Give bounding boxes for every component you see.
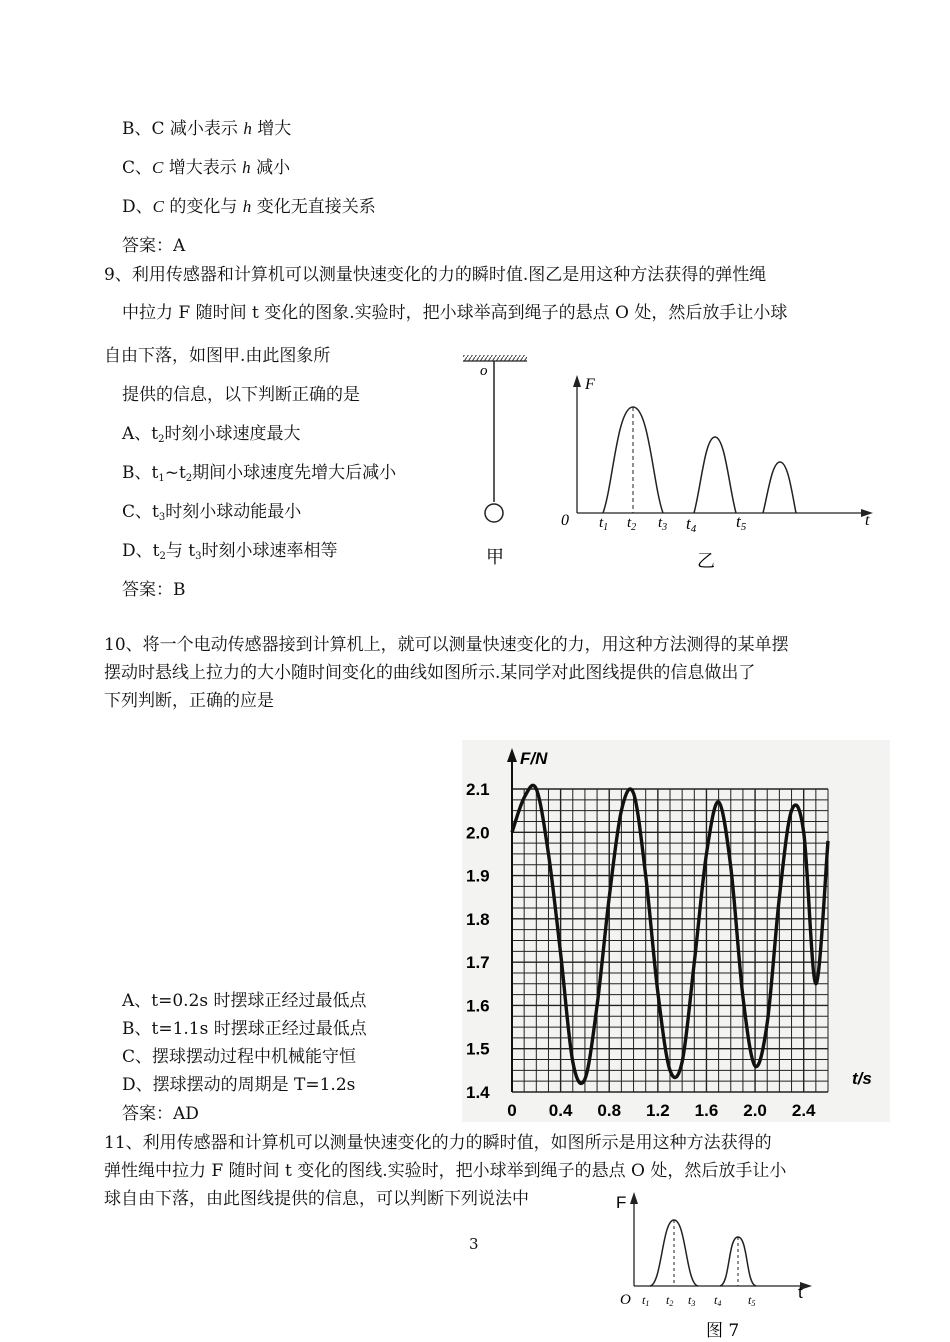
q9-option-c: C、$t_3$时刻小球动能最小 [122, 502, 302, 523]
y-tick-label: 1.6 [466, 996, 490, 1016]
y-tick-label: 1.8 [466, 909, 490, 929]
fig7-tick-t1: t1 [642, 1293, 650, 1308]
q8-option-d: D、C 的变化与 h 变化无直接关系 [122, 197, 376, 217]
x-tick-label: 0.8 [597, 1101, 622, 1120]
q10-force-time-chart [462, 740, 890, 1122]
q9-answer: 答案：B [122, 580, 186, 600]
fig7-tick-t3: t3 [688, 1293, 696, 1308]
x-tick-label: 2.4 [791, 1101, 816, 1120]
q11-stem-line3: 球自由下落，由此图线提供的信息，可以判断下列说法中 [104, 1189, 529, 1209]
ceiling-hatch [463, 355, 527, 361]
figure-yi-caption: 乙 [697, 551, 715, 572]
y-tick-label: 1.4 [466, 1083, 490, 1102]
x-tick-label: 0.4 [548, 1101, 573, 1120]
q10-option-b: B、t=1.1s 时摆球正经过最低点 [122, 1019, 367, 1039]
chart-x-label: t/s [852, 1069, 872, 1088]
fig7-tick-t4: t4 [714, 1293, 722, 1308]
tick-t1: $t_1$ [599, 515, 609, 533]
x-axis-label: t [865, 512, 870, 529]
q9-option-a: A、$t_2$时刻小球速度最大 [122, 424, 301, 445]
q8-option-c: C、C 增大表示 h 减小 [122, 158, 291, 178]
fig7-caption: 图 7 [706, 1321, 740, 1338]
y-tick-label: 2.1 [466, 780, 490, 799]
fig7-origin: O [620, 1292, 631, 1308]
q9-option-d: D、$t_2$与 $t_3$时刻小球速率相等 [122, 541, 338, 562]
x-tick-label: 1.6 [694, 1101, 719, 1120]
tick-t3: $t_3$ [658, 515, 668, 533]
fig7-tick-t5: t5 [748, 1293, 756, 1308]
page-number: 3 [469, 1235, 479, 1253]
q10-stem-line3: 下列判断，正确的应是 [104, 691, 274, 711]
ball [485, 504, 503, 522]
y-tick-label: 1.9 [466, 866, 490, 886]
fig7-y-label: F [616, 1193, 627, 1212]
fig7-x-label: t [798, 1283, 803, 1302]
q9-option-b: B、$t_1\sim t_2$期间小球速度先增大后减小 [122, 463, 397, 484]
q11-stem-line1: 11、利用传感器和计算机可以测量快速变化的力的瞬时值，如图所示是用这种方法获得的 [104, 1133, 772, 1153]
q10-option-d: D、摆球摆动的周期是 T=1.2s [122, 1075, 356, 1095]
y-tick-label: 1.5 [466, 1039, 490, 1059]
chart-y-label: F/N [520, 749, 548, 768]
q11-stem-line2: 弹性绳中拉力 F 随时间 t 变化的图线.实验时，把小球举到绳子的悬点 O 处，然后放手让小 [104, 1161, 787, 1181]
q8-answer: 答案：A [122, 236, 186, 256]
q10-stem-line1: 10、将一个电动传感器接到计算机上，就可以测量快速变化的力，用这种方法测得的某单摆 [104, 635, 789, 655]
fig7-tick-t2: t2 [666, 1293, 674, 1308]
tick-t5: t5 [736, 512, 747, 533]
q9-stem-line1: 9、利用传感器和计算机可以测量快速变化的力的瞬时值.图乙是用这种方法获得的弹性绳 [104, 265, 767, 285]
q9-stem-line2: 中拉力 F 随时间 t 变化的图象.实验时，把小球举高到绳子的悬点 O 处，然后放手让小球 [122, 303, 788, 323]
q9-stem-line3: 自由下落，如图甲.由此图象所 [104, 346, 331, 366]
q10-option-c: C、摆球摆动过程中机械能守恒 [122, 1047, 357, 1067]
q10-answer: 答案：AD [122, 1104, 199, 1124]
q10-stem-line2: 摆动时悬线上拉力的大小随时间变化的曲线如图所示.某同学对此图线提供的信息做出了 [104, 663, 756, 683]
tick-t4: t4 [686, 514, 697, 535]
q11-figure-7 [612, 1188, 822, 1338]
q9-stem-line4: 提供的信息，以下判断正确的是 [122, 385, 360, 405]
q9-figure-yi [555, 365, 885, 575]
y-tick-label: 1.7 [466, 953, 490, 973]
x-tick-label: 0 [507, 1101, 517, 1120]
y-tick-label: 2.0 [466, 823, 490, 843]
pulse-2 [694, 437, 736, 513]
y-axis-label: F [585, 376, 595, 393]
origin-label: 0 [561, 512, 569, 529]
figure-jia-caption: 甲 [486, 547, 504, 568]
q8-option-b: B、C 减小表示 h 增大 [122, 119, 292, 139]
tick-t2: $t_2$ [627, 515, 637, 533]
x-tick-label: 2.0 [743, 1101, 767, 1120]
suspension-point-label: o [480, 363, 488, 379]
q9-figure-jia [455, 345, 535, 575]
pulse-3 [763, 462, 796, 513]
q10-option-a: A、t=0.2s 时摆球正经过最低点 [122, 991, 367, 1011]
x-tick-label: 1.2 [646, 1101, 670, 1120]
